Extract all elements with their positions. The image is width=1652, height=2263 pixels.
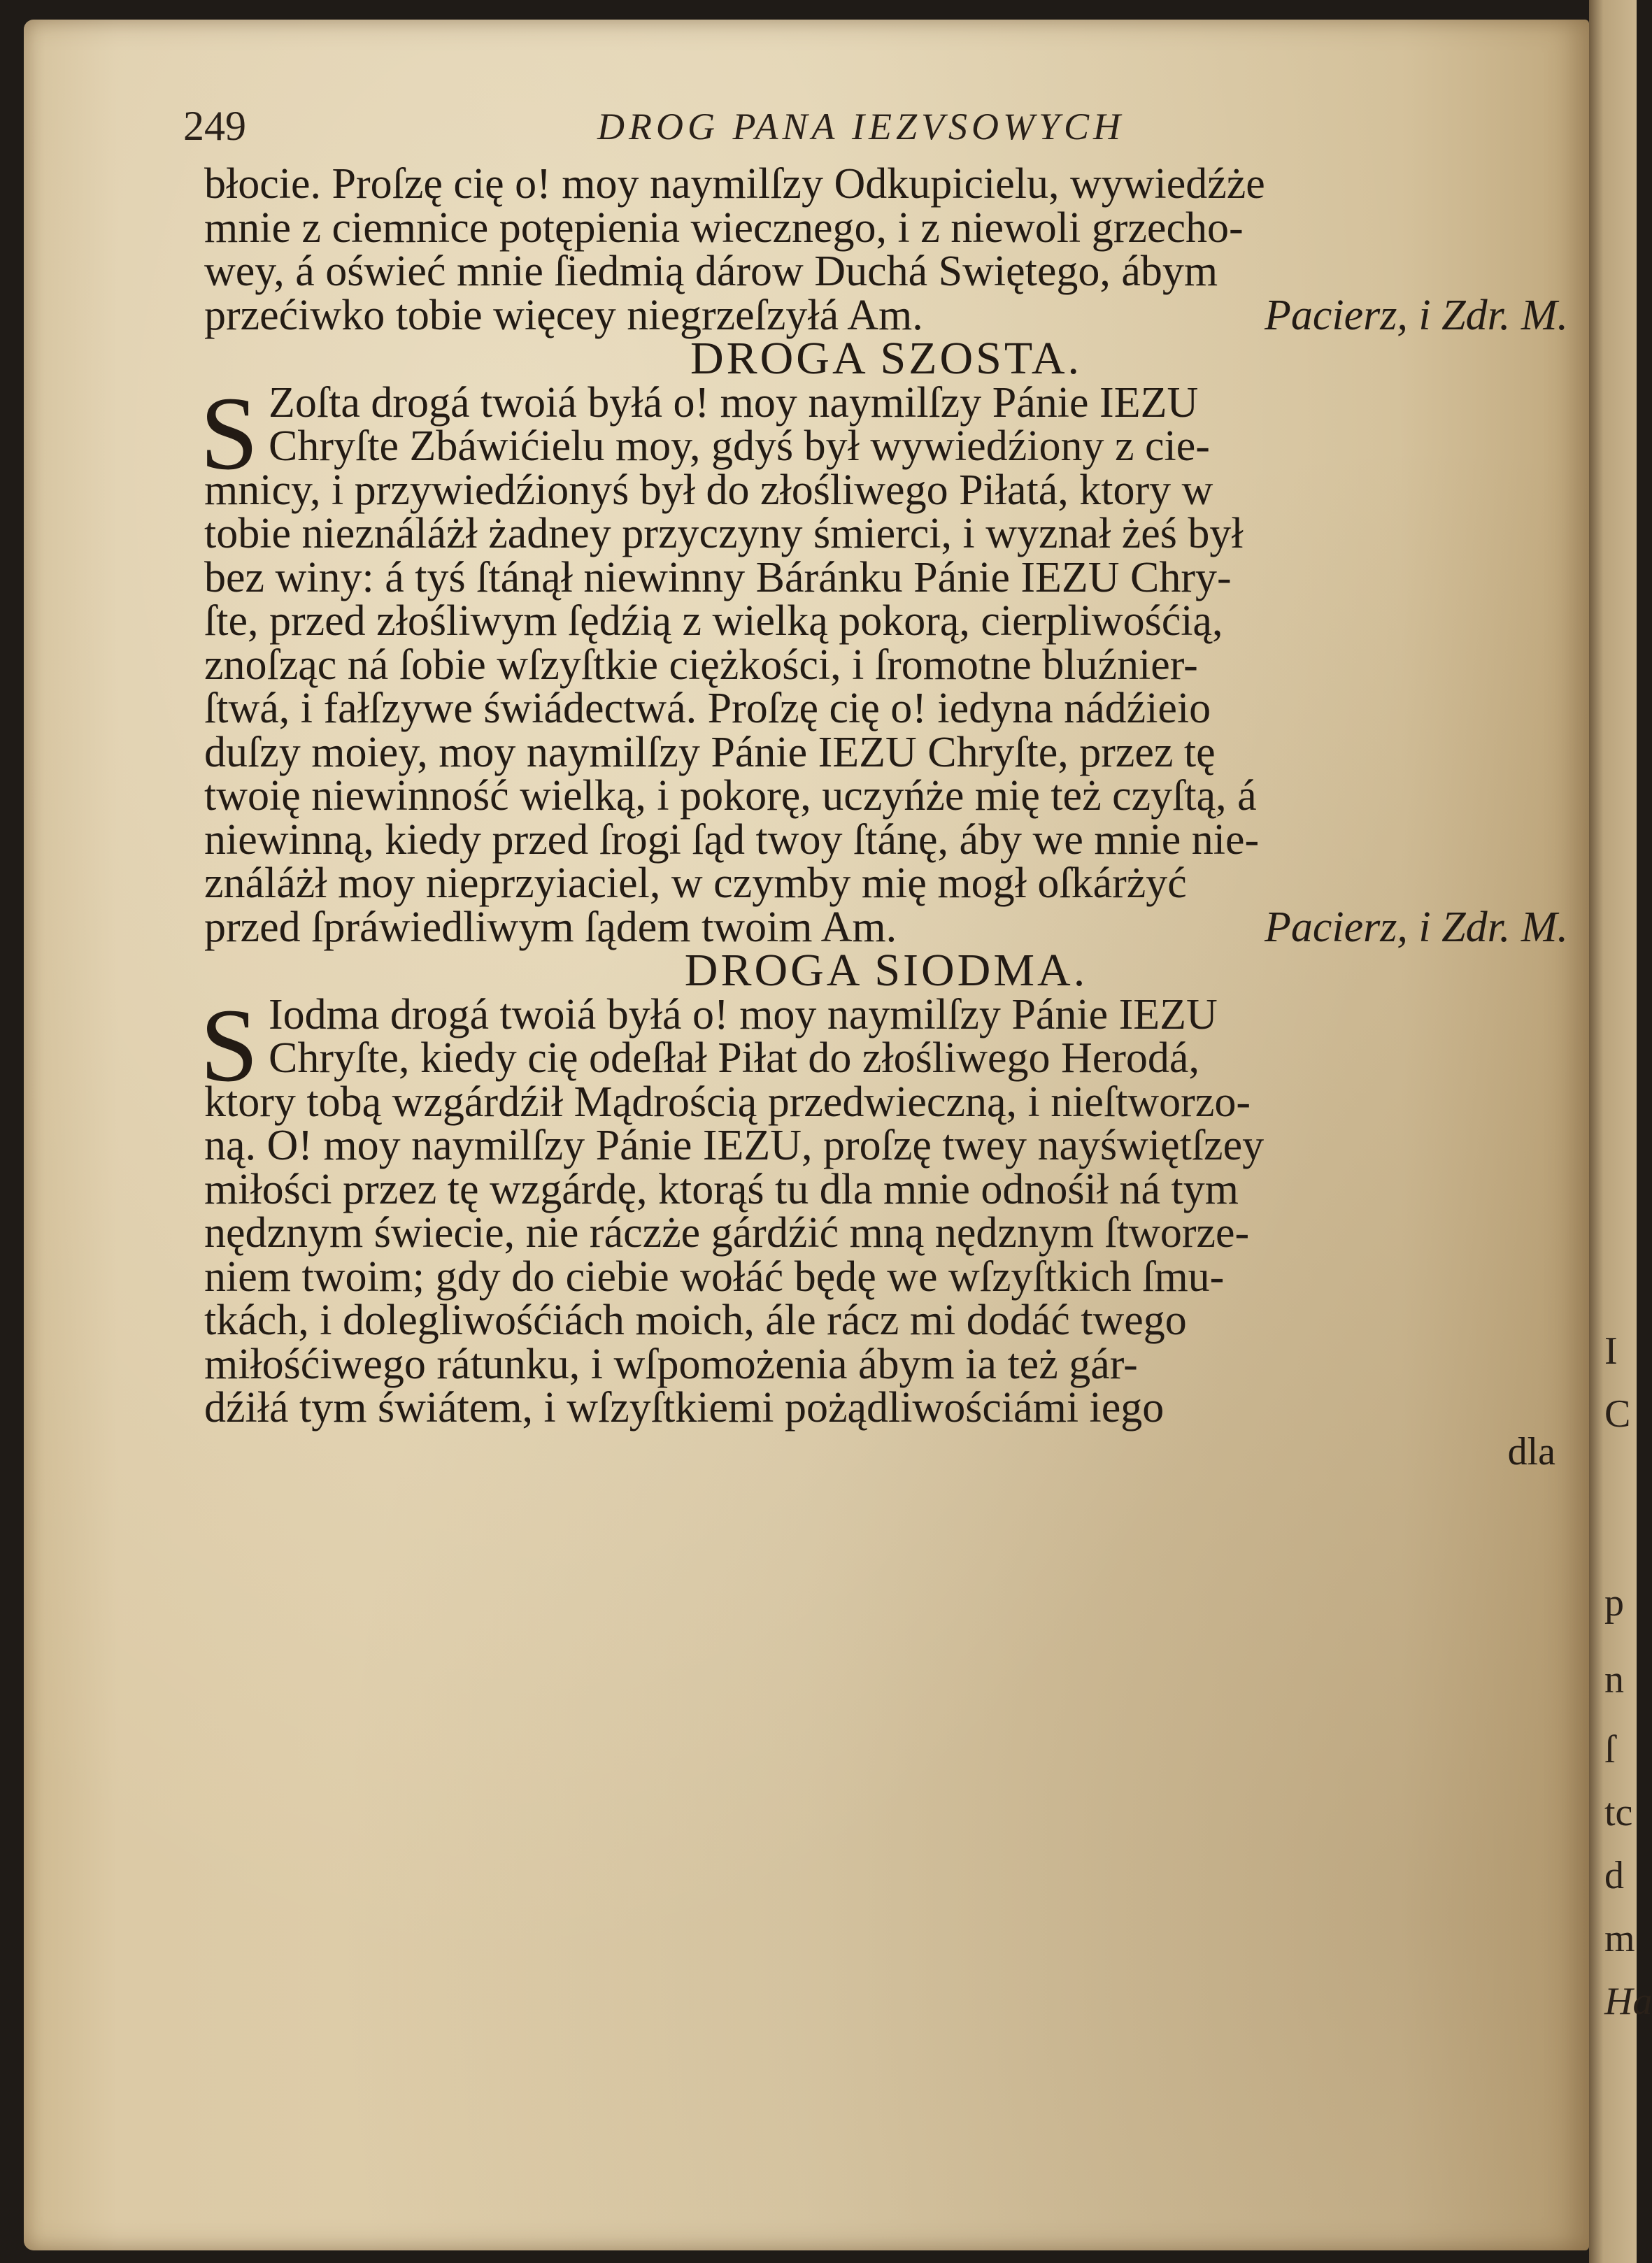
paragraph [200, 987, 1568, 1432]
facing-page-fragment: n [1604, 1658, 1624, 1701]
prayer-rubric: Pacierz, i Zdr. M. [1265, 291, 1568, 339]
text-line: miłości przez tę wzgárdę, ktorąś tu dla mnie odnośił ná tym [204, 1165, 1239, 1213]
running-title: DROG PANA IEZVSOWYCH [597, 106, 1125, 148]
page-number: 249 [183, 103, 246, 149]
text-line: tkách, i dolegliwośćiách moich, ále rácz mi dodáć twego [204, 1297, 1187, 1344]
section-heading: DROGA SZOSTA. [690, 333, 1083, 384]
drop-cap: S [200, 375, 259, 492]
text-line: niewinną, kiedy przed ſrogi ſąd twoy ſtánę, áby we mnie nie- [204, 815, 1260, 864]
facing-page-fragment: tc [1604, 1791, 1633, 1834]
facing-page-fragment: m [1604, 1917, 1635, 1960]
text-line: ſte, przed złośliwym ſędźią z wielką pokorą, cierpliwośćią, [204, 597, 1223, 645]
running-head [24, 102, 1589, 158]
text-line: twoię niewinność wielką, i pokorę, uczyńże mię też czyſtą, á [204, 772, 1257, 820]
drop-cap: S [200, 987, 259, 1104]
text-line: Chryſte, kiedy cię odeſłał Piłat do złośliwego Herodá, [269, 1034, 1199, 1082]
text-line: ktory tobą wzgárdźił Mądrością przedwieczną, i nieſtworzo- [204, 1078, 1251, 1126]
text-line: ználáżł moy nieprzyiaciel, w czymby mię mogł oſkárżyć [204, 859, 1187, 907]
text-line: ſtwá, i fałſzywe świádectwá. Proſzę cię o! iedyna nádźieio [204, 685, 1211, 732]
prayer-rubric: Pacierz, i Zdr. M. [1265, 903, 1568, 951]
text-line: nędznym świecie, nie ráczże gárdźić mną nędznym ſtworze- [204, 1209, 1250, 1257]
text-line: Iodma drogá twoiá byłá o! moy naymilſzy Pánie IEZU [269, 990, 1218, 1038]
facing-page-fragment: p [1604, 1581, 1624, 1625]
text-line: przed ſpráwiedliwym ſądem twoim Am. Pacierz, i Zdr. M. [204, 903, 1568, 951]
text-line: dźiłá tym świátem, i wſzyſtkiemi pożądliwościámi iego [204, 1384, 1165, 1432]
text-line: miłośćiwego rátunku, i wſpomożenia ábym ia też gár- [204, 1340, 1138, 1388]
facing-page-fragment: ſ [1604, 1728, 1616, 1771]
facing-page-fragment: Ha [1604, 1980, 1652, 2023]
text-line: Zoſta drogá twoiá byłá o! moy naymilſzy Pánie IEZU [269, 378, 1199, 427]
text-line: ną. O! moy naymilſzy Pánie IEZU, proſzę twey nayświętſzey [204, 1122, 1265, 1169]
text-line: błocie. Proſzę cię o! moy naymilſzy Odkupicielu, wywiedźże [204, 160, 1265, 208]
facing-page-edge [1589, 0, 1652, 2263]
book-page [24, 20, 1589, 2250]
text-line: duſzy moiey, moy naymilſzy Pánie IEZU Chryſte, przez tę [204, 728, 1216, 776]
section-heading: DROGA SIODMA. [684, 945, 1088, 996]
catchword: dla [1507, 1429, 1555, 1473]
text-line: bez winy: á tyś ſtánął niewinny Báránku Pánie IEZU Chry- [204, 553, 1232, 601]
text-line: znoſząc ná ſobie wſzyſtkie ciężkości, i ſromotne bluźnier- [204, 641, 1198, 689]
text-line: wey, á oświeć mnie ſiedmią dárow Duchá Swiętego, ábym [204, 248, 1218, 295]
paragraph [200, 375, 1568, 951]
facing-page-fragment: C [1604, 1392, 1631, 1436]
text-line: tobie nieználáżł żadney przyczyny śmierci, i wyznał żeś był [204, 510, 1244, 557]
text-line: przećiwko tobie więcey niegrzeſzyłá Am. Pacierz, i Zdr. M. [204, 291, 1568, 339]
facing-page-fragment: d [1604, 1854, 1624, 1897]
facing-page-fragment: I [1604, 1329, 1618, 1373]
text-line: Chryſte Zbáwićielu moy, gdyś był wywiedźiony z cie- [269, 422, 1210, 470]
text-line: niem twoim; gdy do ciebie wołáć będę we wſzyſtkich ſmu- [204, 1252, 1225, 1301]
text-block [200, 160, 1568, 1473]
text-line: mnicy, i przywiedźionyś był do złośliwego Piłatá, ktory w [204, 466, 1213, 514]
text-line: mnie z ciemnice potępienia wiecznego, i z niewoli grzecho- [204, 204, 1244, 252]
